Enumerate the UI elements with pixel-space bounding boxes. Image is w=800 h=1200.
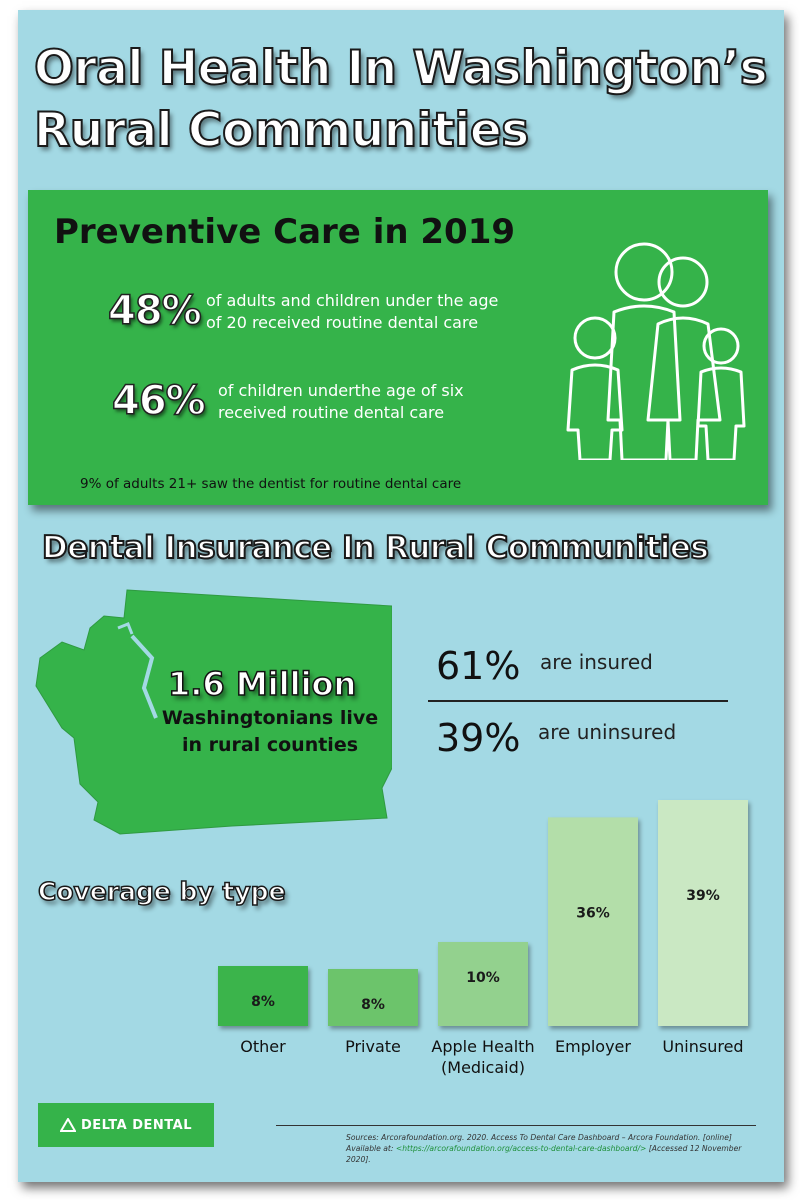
title-line-2: Rural Communities — [34, 103, 529, 158]
bar-value-label-3: 36% — [576, 905, 610, 922]
dental-insurance-title: Dental Insurance In Rural Communities — [42, 530, 709, 566]
uninsured-value: 39% — [436, 716, 521, 760]
population-value: 1.6 Million — [168, 665, 357, 703]
title-line-1: Oral Health In Washington’s — [34, 41, 768, 96]
category-label-0: Other — [240, 1037, 286, 1056]
category-label-1: Private — [345, 1037, 401, 1056]
poster — [18, 10, 784, 1182]
bar-value-label-4: 39% — [686, 888, 720, 904]
sources-link[interactable]: <https://arcorafoundation.org/access-to-dental-care-dashboard/> — [395, 1144, 647, 1153]
stat-46-value: 46% — [112, 378, 205, 424]
category-label-3: Employer — [555, 1037, 631, 1056]
sources-suffix: [Accessed 12 November 2020]. — [346, 1144, 742, 1164]
bar-3 — [548, 817, 638, 1026]
insured-value: 61% — [436, 644, 521, 688]
bar-value-label-2: 10% — [466, 970, 500, 986]
delta-triangle-icon — [60, 1118, 76, 1132]
category-label-2-1: (Medicaid) — [441, 1058, 525, 1077]
adults-note: 9% of adults 21+ saw the dentist for routine dental care — [80, 476, 462, 492]
insured-label: are insured — [540, 650, 653, 674]
population-line-2: in rural counties — [181, 734, 359, 756]
stat-48-line-2: of 20 received routine dental care — [206, 313, 479, 332]
stat-48-value: 48% — [108, 288, 201, 334]
footer-divider — [276, 1125, 756, 1126]
sources-text — [346, 1132, 756, 1165]
chart-title: Coverage by type — [38, 877, 286, 906]
bar-value-label-0: 8% — [251, 994, 275, 1010]
stat-46-line-2: received routine dental care — [218, 403, 445, 422]
sources-prefix: Available at: — [346, 1144, 396, 1153]
stat-48-line-1: of adults and children under the age — [206, 291, 499, 310]
sources-line-1: Sources: Arcorafoundation.org. 2020. Access To Dental Care Dashboard – Arcora Foundation. [online] — [346, 1133, 732, 1142]
coverage-chart — [18, 10, 784, 1182]
bar-value-label-1: 8% — [361, 997, 385, 1013]
population-line-1: Washingtonians live — [161, 707, 379, 729]
uninsured-label: are uninsured — [538, 720, 677, 744]
bar-4 — [658, 800, 748, 1026]
preventive-care-title: Preventive Care in 2019 — [54, 212, 516, 252]
logo-text: DELTA DENTAL — [80, 1117, 192, 1133]
category-label-2-0: Apple Health — [431, 1037, 535, 1056]
delta-dental-logo — [38, 1103, 214, 1147]
category-label-4: Uninsured — [662, 1037, 744, 1056]
stat-46-line-1: of children underthe age of six — [218, 381, 464, 400]
